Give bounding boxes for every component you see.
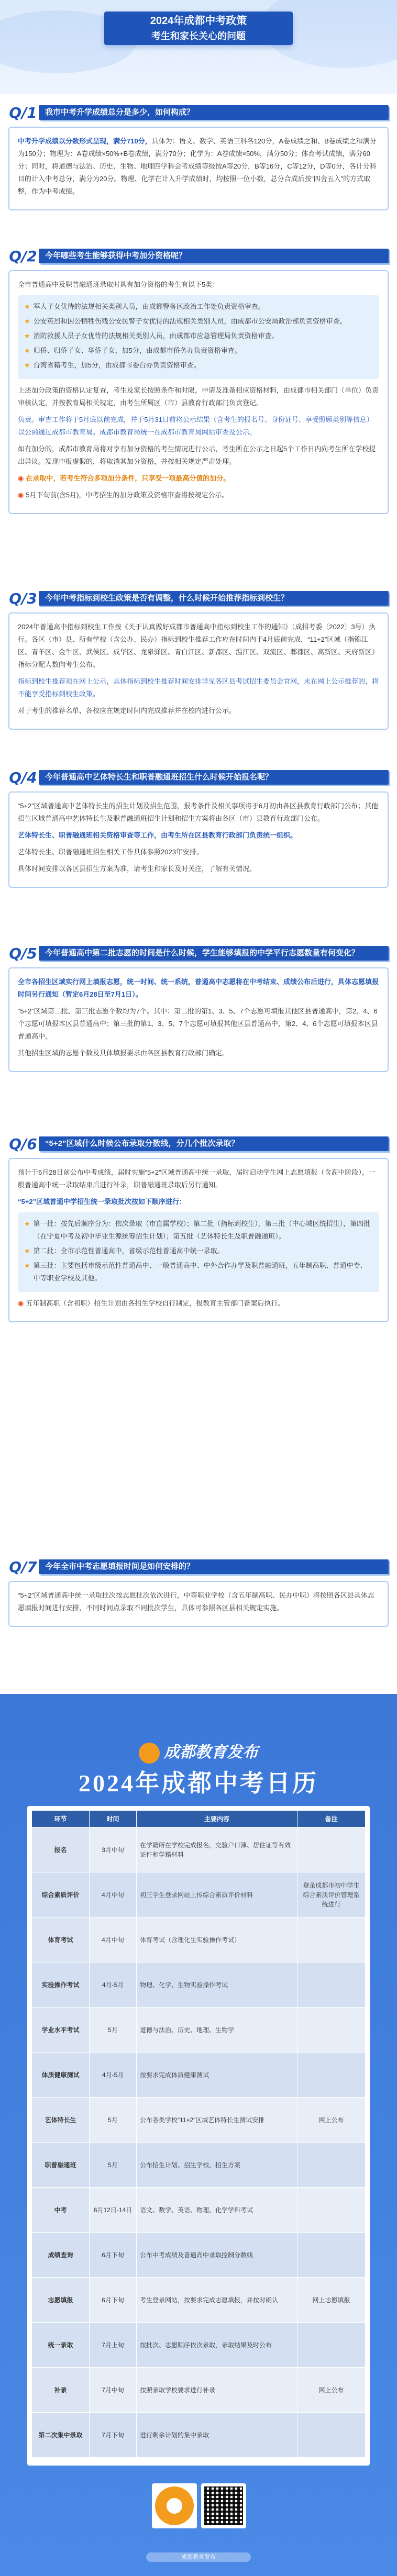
table-row — [32, 1872, 366, 1917]
time-cell: 7月上旬 — [90, 2323, 137, 2368]
stage-cell: 成绩查询 — [32, 2233, 90, 2278]
column-header: 备注 — [297, 1811, 366, 1827]
q2-body — [8, 270, 389, 514]
list-item: ★ 归侨、归侨子女、华侨子女，加5分，由成都市侨务办负责资格审查。 — [24, 344, 373, 357]
page-title: 2024年成都中考政策 — [150, 15, 247, 27]
time-cell: 7月下旬 — [90, 2413, 137, 2458]
brand-row — [0, 1739, 397, 1764]
bullet-star-icon: ★ — [24, 361, 30, 369]
content-cell: 进行剩余计划的集中录取 — [137, 2413, 297, 2458]
stage-cell: 体育考试 — [32, 1917, 90, 1962]
pin-icon: ◉ — [18, 474, 24, 482]
table-row — [32, 2098, 366, 2143]
note-cell: 网上志愿填报 — [297, 2278, 366, 2323]
exam-calendar — [0, 1694, 397, 2576]
time-cell: 4月-5月 — [90, 1962, 137, 2008]
content-cell: 公布招生计划、招生学校、招生方案 — [137, 2143, 297, 2188]
content-cell: 按要求完成体质健康测试 — [137, 2053, 297, 2098]
content-cell: 考生登录网站，按要求完成志愿填报，并按时确认 — [137, 2278, 297, 2323]
q6-section — [0, 1134, 397, 1322]
pin-icon: ◉ — [18, 491, 24, 499]
table-row — [32, 2278, 366, 2323]
q4-section — [0, 767, 397, 888]
q4-paragraph: “5+2”区域普通高中艺体特长生的招生计划及招生范围，报考条件及相关事项将于6月初由各区县教育行政部门公布；其他招生区域普通高中艺体特长生及职普融通班招生计划和招生方案将由各区（市）县教育行政部门公布。 — [18, 802, 378, 822]
table-row — [32, 1827, 366, 1872]
q6-batches — [18, 1212, 379, 1292]
q2-title: 今年哪些考生能够获得中考加分资格呢？ — [39, 249, 389, 263]
q1-text: 具体为：语文、数学、英语三科各120分，A卷成绩之和、B卷成绩之和满分为150分；物理为：A卷成绩×50%+B卷成绩，满分70分；化学为：A卷成绩×50%，满分50分；体育考试成绩，满分60分；同时，将道德与法治、历史、生物、地理四学科会考成绩等级按A等20分，B等16分，C等12分，D等0分，各计分科目的计入中考总分，满分为20分。物理、化学在计入升学成绩时，均按照一位小数，总分合成后按“四舍五入”的方式取整，作为中考成绩。 — [18, 137, 377, 195]
stage-cell: 学业水平考试 — [32, 2008, 90, 2053]
q4-paragraph: 艺体特长生、职普融通班招生相关工作具体参照2023年安排。 — [18, 848, 203, 856]
column-header: 时间 — [90, 1811, 137, 1827]
note-cell — [297, 1917, 366, 1962]
q6-note: 五年制高职（含初职）招生计划由各招生学校自行制定，报教育主管部门备案后执行。 — [26, 1299, 285, 1307]
table-row — [32, 2143, 366, 2188]
q2-list — [18, 295, 379, 379]
time-cell: 7月中旬 — [90, 2368, 137, 2413]
qr-code-icon — [204, 2486, 243, 2525]
table-row — [32, 2053, 366, 2098]
stage-cell: 职普融通班 — [32, 2143, 90, 2188]
table-row — [32, 2008, 366, 2053]
note-cell — [297, 2233, 366, 2278]
list-item: ★ 消防救援人员子女优待的法规相关类别人员，由成都市应急管理局负责资格审查。 — [24, 330, 373, 342]
note-cell — [297, 2413, 366, 2458]
page-header — [0, 0, 397, 94]
time-cell: 5月 — [90, 2098, 137, 2143]
note-cell — [297, 2323, 366, 2368]
q2-paragraph: 负责。审查工作将于5月底以前完成，并于5月31日前将公示结果（含考生的报名号、身份证号、享受照顾类别等信息）以公函通过成都市教育局。成都市教育局统一在成都市教育局网站审查及公示。 — [18, 416, 373, 436]
q6-paragraph: “5+2”区域普通中学招生统一录取批次按如下顺序进行： — [18, 1198, 186, 1206]
q5-paragraph: 全市各招生区域实行网上填报志愿，统一时间、统一系统，普通高中志愿将在中考结束、成绩公布后进行，具体志愿填报时间另行通知（暂定6月28日至7月1日）。 — [18, 978, 379, 998]
q3-body — [8, 612, 389, 730]
content-cell: 按照录取学校要求进行补录 — [137, 2368, 297, 2413]
brand-name: 成都教育发布 — [164, 1744, 258, 1761]
note-cell: 网上公布 — [297, 2368, 366, 2413]
time-cell: 4月-5月 — [90, 2053, 137, 2098]
bullet-star-icon: ★ — [24, 347, 30, 354]
bullet-star-icon: ★ — [24, 1262, 30, 1269]
note-cell: 网上公布 — [297, 2098, 366, 2143]
q4-number: Q/4 — [9, 768, 37, 786]
q3-title: 今年中考指标到校生政策是否有调整，什么时候开始推荐指标到校生？ — [39, 591, 389, 606]
q4-paragraph: 艺体特长生、职普融通班相关资格审查等工作，由考生所在区县教育行政部门负责统一组织。 — [18, 831, 297, 839]
bullet-star-icon: ★ — [24, 332, 30, 340]
q2-paragraph: 如有加分的，成都市教育局将对享有加分资格的考生情况进行公示，考生所在公示之日起5个工作日内向考生所在学校提出异议。发现申报虚假的，将取消其加分资格，并按相关规定严肃处理。 — [18, 445, 376, 465]
bullet-star-icon: ★ — [24, 317, 30, 325]
stage-cell: 艺体特长生 — [32, 2098, 90, 2143]
content-cell: 按批次、志愿顺序依次录取，录取结果及时公布 — [137, 2323, 297, 2368]
page-subtitle: 考生和家长关心的问题 — [151, 31, 246, 41]
content-cell: 道德与法治、历史、地理、生物学 — [137, 2008, 297, 2053]
q2-paragraph: 上述加分政策的资格认定复查，考生及家长按照条件和时限，申请及准备相应资格材料，由成都市相关部门（单位）负责审核认定，并按教育局相关规定，由考生所属区（市）县教育行政部门负责登记。 — [18, 386, 379, 407]
note-cell — [297, 2008, 366, 2053]
list-item: ★ 第三批：主要包括市级示范性普通高中、一般普通高中、中外合作办学及职普融通班，五年制高职、普通中专、中等职业学校及其他。 — [24, 1259, 373, 1285]
qr-caption: 成都教育发布 — [146, 2552, 251, 2562]
q3-paragraph: 2024年普通高中指标到校生工作按《关于认真做好成都市普通高中指标到校生工作的通知》（成招考委〔2022〕3号）执行。各区（市）县、所有学校（含公办、民办）指标到校生推荐工作应在时间内于4月底前完成，“11+2”区域（指锦江区、青羊区、金牛区、武侯区、成华区、龙泉驿区、青白江区、新都区、温江区、双流区、郫都区、高新区、天府新区）指标分配人数向考生公布。 — [18, 623, 379, 668]
q5-paragraph: 其他招生区域的志愿个数及具体填报要求由各区县教育行政部门确定。 — [18, 1049, 229, 1057]
table-row — [32, 1917, 366, 1962]
note-cell — [297, 2053, 366, 2098]
q7-paragraph: “5+2”区域普通高中统一录取批次按志愿批次依次进行，中等职业学校（含五年制高职、民办中职）将按照各区县具体志愿填报时间进行安排，不同时间点录取不同批次学生，具体可参照各区县相关规定实施。 — [18, 1591, 374, 1612]
q2-intro: 全市普通高中及职普融通班录取时具有加分资格的考生有以下5类： — [18, 281, 219, 288]
list-item: ★ 第二批：全市示范性普通高中，省级示范性普通高中统一录取。 — [24, 1245, 373, 1257]
content-cell: 语文、数学、英语、物理、化学学科考试 — [137, 2188, 297, 2233]
table-row — [32, 2413, 366, 2458]
q5-body — [8, 967, 389, 1072]
column-header: 主要内容 — [137, 1811, 297, 1827]
q1-highlight: 中考升学成绩以分数形式呈现，满分710分， — [18, 137, 152, 145]
q7-section — [0, 1557, 397, 1627]
q5-number: Q/5 — [9, 944, 37, 962]
q6-body — [8, 1158, 389, 1322]
q1-body — [8, 127, 389, 210]
qr-area — [152, 2483, 246, 2535]
stage-cell: 补录 — [32, 2368, 90, 2413]
q3-paragraph: 指标到校生推荐须在网上公示，具体指标到校生推荐时间安排详见各区县考试招生委员会官网，未在网上公示推荐的，将不能享受指标到校生政策。 — [18, 677, 379, 698]
q6-paragraph: 预计于6月28日前公布中考成绩，届时实施“5+2”区域普通高中统一录取，届时启动学生网上志愿填报（含高中阶段），一般普通高中统一录取结束后进行补录，职普融通班录取后另行通知。 — [18, 1168, 376, 1189]
q7-title: 今年全市中考志愿填报时间是如何安排的？ — [39, 1559, 389, 1574]
table-row — [32, 2188, 366, 2233]
q5-section — [0, 943, 397, 1072]
time-cell: 5月 — [90, 2008, 137, 2053]
calendar-table-body — [32, 1827, 366, 2458]
q4-body — [8, 791, 389, 888]
note-cell — [297, 2188, 366, 2233]
calendar-table — [31, 1810, 366, 2458]
note-cell — [297, 2143, 366, 2188]
time-cell: 4月中旬 — [90, 1917, 137, 1962]
list-item: ★ 台湾省籍考生，加5分，由成都市委台办负责资格审查。 — [24, 359, 373, 372]
bullet-star-icon: ★ — [24, 303, 30, 310]
stage-cell: 综合素质评价 — [32, 1872, 90, 1917]
q1-section — [0, 103, 397, 210]
stage-cell: 中考 — [32, 2188, 90, 2233]
note-cell — [297, 1962, 366, 2008]
table-row — [32, 1962, 366, 2008]
content-cell: 在学籍所在学校完成报名，交验户口簿、居住证等有效证件和学籍材料 — [137, 1827, 297, 1872]
time-cell: 5月 — [90, 2143, 137, 2188]
bullet-star-icon: ★ — [24, 1220, 30, 1228]
table-row — [32, 2323, 366, 2368]
column-header: 环节 — [32, 1811, 90, 1827]
bullet-star-icon: ★ — [24, 1247, 30, 1255]
time-cell: 3月中旬 — [90, 1827, 137, 1872]
q6-number: Q/6 — [9, 1135, 37, 1153]
q1-number: Q/1 — [9, 104, 37, 121]
q4-paragraph: 具体时间安排以各区县招生方案为准，请考生和家长及时关注，了解有关情况。 — [18, 865, 257, 873]
q7-number: Q/7 — [9, 1558, 37, 1576]
note-cell — [297, 1827, 366, 1872]
content-cell: 物理、化学、生物实验操作考试 — [137, 1962, 297, 2008]
q7-body — [8, 1581, 389, 1627]
q5-title: 今年普通高中第二批志愿的时间是什么时候，学生能够填报的中学平行志愿数量有何变化？ — [39, 946, 389, 961]
app-logo-box — [152, 2483, 197, 2528]
brand-logo-icon — [139, 1743, 160, 1764]
list-item: ★ 军人子女优待的法规相关类别人员，由成都警备区政治工作处负责资格审查。 — [24, 300, 373, 313]
stage-cell: 报名 — [32, 1827, 90, 1872]
note-cell: 登录成都市初中学生综合素质评价管理系统进行 — [297, 1872, 366, 1917]
table-row — [32, 2233, 366, 2278]
time-cell: 6月12日-14日 — [90, 2188, 137, 2233]
content-cell: 初三学生登录网站上传综合素质评价材料 — [137, 1872, 297, 1917]
q5-paragraph: “5+2”区域第二批、第三批志愿个数均为7个。其中：第二批的第1、3、5、7个志愿可填报其他区县普通高中，第2、4、6个志愿可填报本区县普通高中；第三批的第1、3、5、7个志愿可填报其他区县普通高中，第2、4、6个志愿可填报本区县普通高中。 — [18, 1007, 378, 1040]
calendar-title: 2024年成都中考日历 — [79, 1770, 318, 1797]
header-title-box — [104, 12, 293, 45]
table-header-row — [32, 1811, 366, 1827]
time-cell: 6月下旬 — [90, 2278, 137, 2323]
q2-note: 在录取中，若考生符合多项加分条件，只享受一项最高分值的加分。 — [26, 474, 230, 482]
q6-title: “5+2”区域什么时候公布录取分数线，分几个批次录取？ — [39, 1136, 389, 1151]
list-item: ★ 第一批：按先后顺序分为：依次录取（市直属学校）；第二批（指标到校生），第三批（中心城区统招生），第四批（在宁夏中考及初中毕业生源统筹招生计划）；第五批（艺体特长生及职普融通班）。 — [24, 1218, 373, 1243]
pin-icon: ◉ — [18, 1299, 24, 1307]
list-item: ★ 公安英烈和因公牺牲伤残公安民警子女优待的法规相关类别人员，由成都市公安局政治部负责资格审查。 — [24, 315, 373, 328]
content-cell: 公布各类学校“11+2”区域艺体特长生测试安排 — [137, 2098, 297, 2143]
q3-section — [0, 588, 397, 730]
content-cell: 体育考试（含理化生实验操作考试） — [137, 1917, 297, 1962]
stage-cell: 体质健康测试 — [32, 2053, 90, 2098]
q4-title: 今年普通高中艺体特长生和职普融通班招生什么时候开始报名呢？ — [39, 770, 389, 785]
calendar-table-wrap — [27, 1806, 370, 2466]
content-cell: 公布中考成绩及普通高中录取控制分数线 — [137, 2233, 297, 2278]
q2-note: 5月下旬前(含5月)，中考招生的加分政策及资格审查将按规定公示。 — [26, 491, 229, 499]
q3-paragraph: 对于考生的推荐名单，各校应在规定时间内完成推荐并在校内进行公示。 — [18, 707, 236, 715]
q1-title: 我市中考升学成绩总分是多少，如何构成？ — [39, 105, 389, 120]
stage-cell: 统一录取 — [32, 2323, 90, 2368]
stage-cell: 第二次集中录取 — [32, 2413, 90, 2458]
stage-cell: 志愿填报 — [32, 2278, 90, 2323]
q2-section — [0, 246, 397, 514]
app-logo-icon — [155, 2486, 194, 2525]
qr-code-box[interactable] — [201, 2483, 246, 2528]
q3-number: Q/3 — [9, 589, 37, 607]
table-row — [32, 2368, 366, 2413]
time-cell: 6月下旬 — [90, 2233, 137, 2278]
q2-number: Q/2 — [9, 247, 37, 265]
stage-cell: 实验操作考试 — [32, 1962, 90, 2008]
time-cell: 4月中旬 — [90, 1872, 137, 1917]
